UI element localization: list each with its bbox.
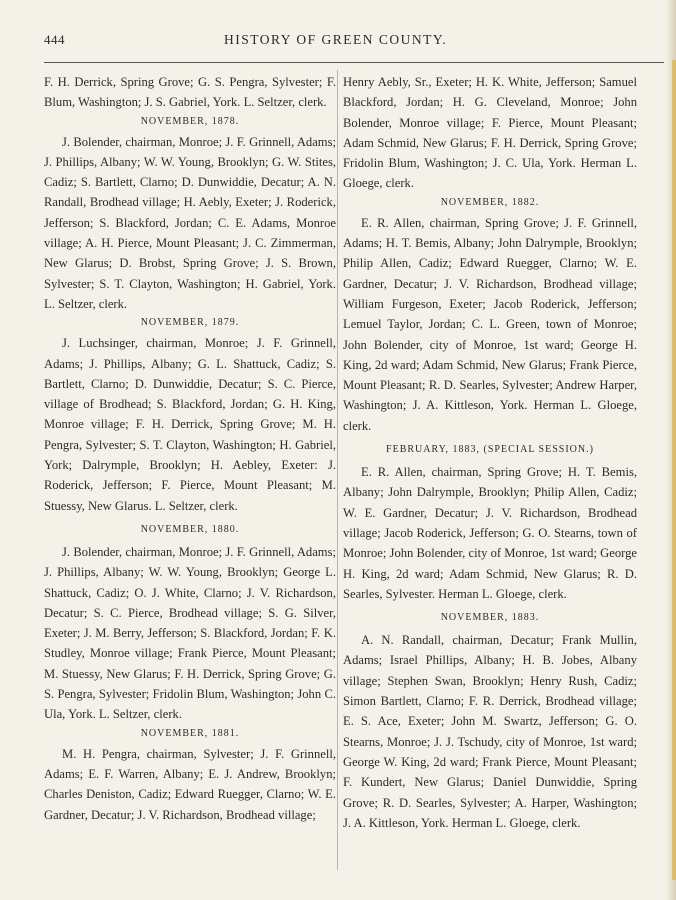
section-november-1881 [44,726,336,825]
book-title: HISTORY OF GREEN COUNTY. [224,32,448,47]
heading-november-1880: NOVEMBER, 1880. [140,523,240,535]
paragraph-november-1878: J. Bolender, chairman, Monroe; J. F. Grinnell, Adams; J. Phillips, Albany; W. W. Young, Brooklyn; G. W. Stites, Cadiz; S. Bartlett, Clarno; D. Dunwiddie, Decatur; A. N. Randall, Brodhead village; H. Aebly, Exeter; J. Roderick, Jefferson; S. Blackford, Jordan; C. E. Adams, Monroe village; A. H. Pierce, Mount Pleasant; J. C. Zimmerman, New Glarus; D. Brobst, Spring Grove; J. S. Brown, Sylvester; S. T. Clayton, Washington; H. Gabriel, York. L. Seltzer, clerk. [44,134,336,311]
heading-february-1883: FEBRUARY, 1883, (SPECIAL SESSION.) [386,444,594,456]
section-november-1879 [44,315,336,516]
paragraph-intro: F. H. Derrick, Spring Grove; G. S. Pengra, Sylvester; F. Blum, Washington; J. S. Gabriel, York. L. Seltzer, clerk. [44,75,336,110]
heading-november-1879: NOVEMBER, 1879. [140,317,240,329]
paragraph-november-1879: J. Luchsinger, chairman, Monroe; J. F. Grinnell, Adams; J. Phillips, Albany; G. L. Shattuck, Cadiz; S. Bartlett, Clarno; D. Dunwiddie, Decatur; S. C. Pierce, village of Brodhead; S. Blackford, Jordan; G. H. King, Monroe village; F. H. Derrick, Spring Grove; M. H. Pengra, Sylvester; S. T. Clayton, Washington; H. Gabriel, York; Dalrymple, Brooklyn; H. Aebley, Exeter: J. Roderick, Jefferson; F. Pierce, Mount Pleasant; M. Stuessy, New Glarus. L. Seltzer, clerk. [44,336,336,513]
heading-november-1883: NOVEMBER, 1883. [440,612,540,624]
paragraph-november-1881: M. H. Pengra, chairman, Sylvester; J. F. Grinnell, Adams; E. F. Warren, Albany; E. J. Andrew, Brooklyn; Charles Deniston, Cadiz; Edward Ruegger, Clarno; W. E. Gardner, Decatur; J. V. Richardson, Brodhead village; [44,746,336,822]
page-number: 444 [44,32,65,47]
heading-november-1878: NOVEMBER, 1878. [140,115,240,127]
paragraph-february-1883: E. R. Allen, chairman, Spring Grove; H. T. Bemis, Albany; John Dalrymple, Brooklyn; Philip Allen, Cadiz; W. E. Gardner, Decatur; J. V. Richardson, Brodhead village; Jacob Roderick, Jefferson; G. O. Stearns, town of Monroe; John Bolender, city of Monroe, 1st ward; George H. King, 2d ward; Adam Schmid, New Glarus; R. D. Searles, Sylvester. Herman L. Gloege, clerk. [343,465,637,601]
paragraph-november-1883: A. N. Randall, chairman, Decatur; Frank Mullin, Adams; Israel Phillips, Albany; H. B. Jobes, Albany village; Stephen Swan, Brooklyn; Henry Rush, Cadiz; Simon Bartlett, Clarno; F. R. Derrick, Brodhead village; E. S. Ace, Exeter; John M. Swartz, Jefferson; G. O. Stearns, Monroe; J. J. Tschudy, city of Monroe, 1st ward; George W. King, 2d ward; Frank Pierce, Mount Pleasant; F. Kundert, New Glarus; Daniel Dunwiddie, Spring Grove; R. D. Searles, Sylvester; A. Harper, Washington; J. A. Kittleson, York. Herman L. Gloege, clerk. [343,633,637,830]
heading-november-1881: NOVEMBER, 1881. [140,727,240,739]
header-rule [44,62,664,63]
paragraph-continuation: Henry Aebly, Sr., Exeter; H. K. White, Jefferson; Samuel Blackford, Jordan; H. G. Cleveland, Monroe; John Bolender, Monroe village; F. Pierce, Mount Pleasant; Adam Schmid, New Glarus; F. H. Derrick, Spring Grove; Fridolin Blum, Washington; J. C. Ula, York. Herman L. Gloege, clerk. [343,75,637,191]
section-continuation [343,72,637,194]
section-november-1880 [44,522,336,725]
section-november-1878 [44,114,336,315]
section-february-1883 [343,442,637,604]
right-column [343,72,637,833]
section-november-1882 [343,195,637,436]
section-november-1883 [343,610,637,833]
heading-november-1882: NOVEMBER, 1882. [440,196,540,208]
column-divider [337,70,338,870]
left-column [44,72,336,825]
paragraph-november-1880: J. Bolender, chairman, Monroe; J. F. Grinnell, Adams; J. Phillips, Albany; W. W. Young, Brooklyn; George L. Shattuck, Cadiz; O. J. White, Clarno; J. V. Richardson, Decatur; S. C. Pierce, Brodhead village; S. G. Silver, Exeter; J. M. Berry, Jefferson; S. Blackford, Jordan; F. K. Studley, Monroe village; Frank Pierce, Mount Pleasant; M. Stuessy, New Glarus; F. H. Derrick, Spring Grove; G. S. Pengra, Sylvester; Fridolin Blum, Washington; John C. Ula, York. L. Seltzer, clerk. [44,544,336,722]
section-intro [44,72,336,113]
paragraph-november-1882: E. R. Allen, chairman, Spring Grove; J. F. Grinnell, Adams; H. T. Bemis, Albany; John Dalrymple, Brooklyn; Philip Allen, Cadiz; Edward Ruegger, Clarno; W. E. Gardner, Decatur; J. V. Richardson, Brodhead village; William Furgeson, Exeter; Jacob Roderick, Jefferson; Lemuel Taylor, Jordan; C. L. Green, town of Monroe; John Bolender, city of Monroe, 1st ward; George H. King, 2d ward; Adam Schmid, New Glarus; Frank Pierce, Mount Pleasant; R. D. Searles, Sylvester; Andrew Harper, Washington; J. A. Kittleson, York. Herman L. Gloege, clerk. [343,215,637,433]
running-head [44,32,656,54]
page-edge-tint [672,60,676,880]
